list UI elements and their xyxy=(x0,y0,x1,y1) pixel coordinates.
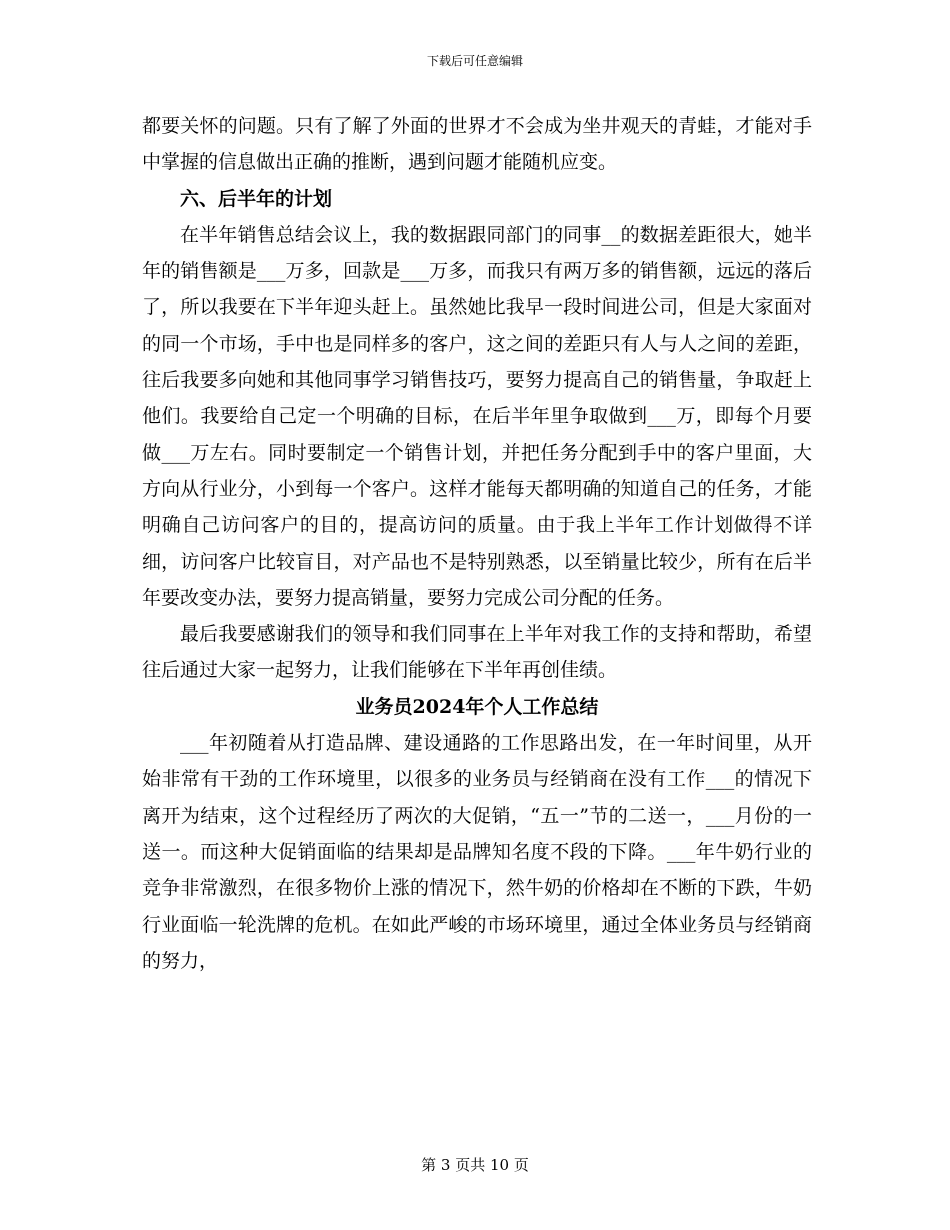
paragraph-summary: ___年初随着从打造品牌、建设通路的工作思路出发，在一年时间里，从开始非常有干劲的工作环境里，以很多的业务员与经销商在没有工作___的情况下离开为结束，这个过程经历了两次的大促销，“五一”节的二送一，___月份的一送一。而这种大促销面临的结果却是品牌知名度不段的下降。___年牛奶行业的竞争非常激烈，在很多物价上涨的情况下，然牛奶的价格却在不断的下跌，牛奶行业面临一轮洗牌的危机。在如此严峻的市场环境里，通过全体业务员与经销商的努力， xyxy=(142,732,812,972)
paragraph-plan: 在半年销售总结会议上，我的数据跟同部门的同事__的数据差距很大，她半年的销售额是___万多，回款是___万多，而我只有两万多的销售额，远远的落后了，所以我要在下半年迎头赶上。虽然她比我早一段时间进公司，但是大家面对的同一个市场，手中也是同样多的客户，这之间的差距只有人与人之间的差距，往后我要多向她和其他同事学习销售技巧，要努力提高自己的销售量，争取赶上他们。我要给自己定一个明确的目标，在后半年里争取做到___万，即每个月要做___万左右。同时要制定一个销售计划，并把任务分配到手中的客户里面，大方向从行业分，小到每一个客户。这样才能每天都明确的知道自己的任务，才能明确自己访问客户的目的，提高访问的质量。由于我上半年工作计划做得不详细，访问客户比较盲目，对产品也不是特别熟悉，以至销量比较少，所有在后半年要改变办法，要努力提高销量，要努力完成公司分配的任务。 xyxy=(142,223,812,609)
page-header: 下载后可任意编辑 xyxy=(426,54,523,68)
page-footer: 第 3 页共 10 页 xyxy=(421,1156,529,1174)
paragraph-thanks: 最后我要感谢我们的领导和我们同事在上半年对我工作的支持和帮助，希望往后通过大家一起努力，让我们能够在下半年再创佳绩。 xyxy=(142,623,812,682)
document-title: 业务员2024年个人工作总结 xyxy=(355,695,599,718)
document-body xyxy=(142,108,812,979)
paragraph-continued: 都要关怀的问题。只有了解了外面的世界才不会成为坐井观天的青蛙，才能对手中掌握的信息做出正确的推断，遇到问题才能随机应变。 xyxy=(142,115,812,174)
section-heading: 六、后半年的计划 xyxy=(180,187,333,210)
